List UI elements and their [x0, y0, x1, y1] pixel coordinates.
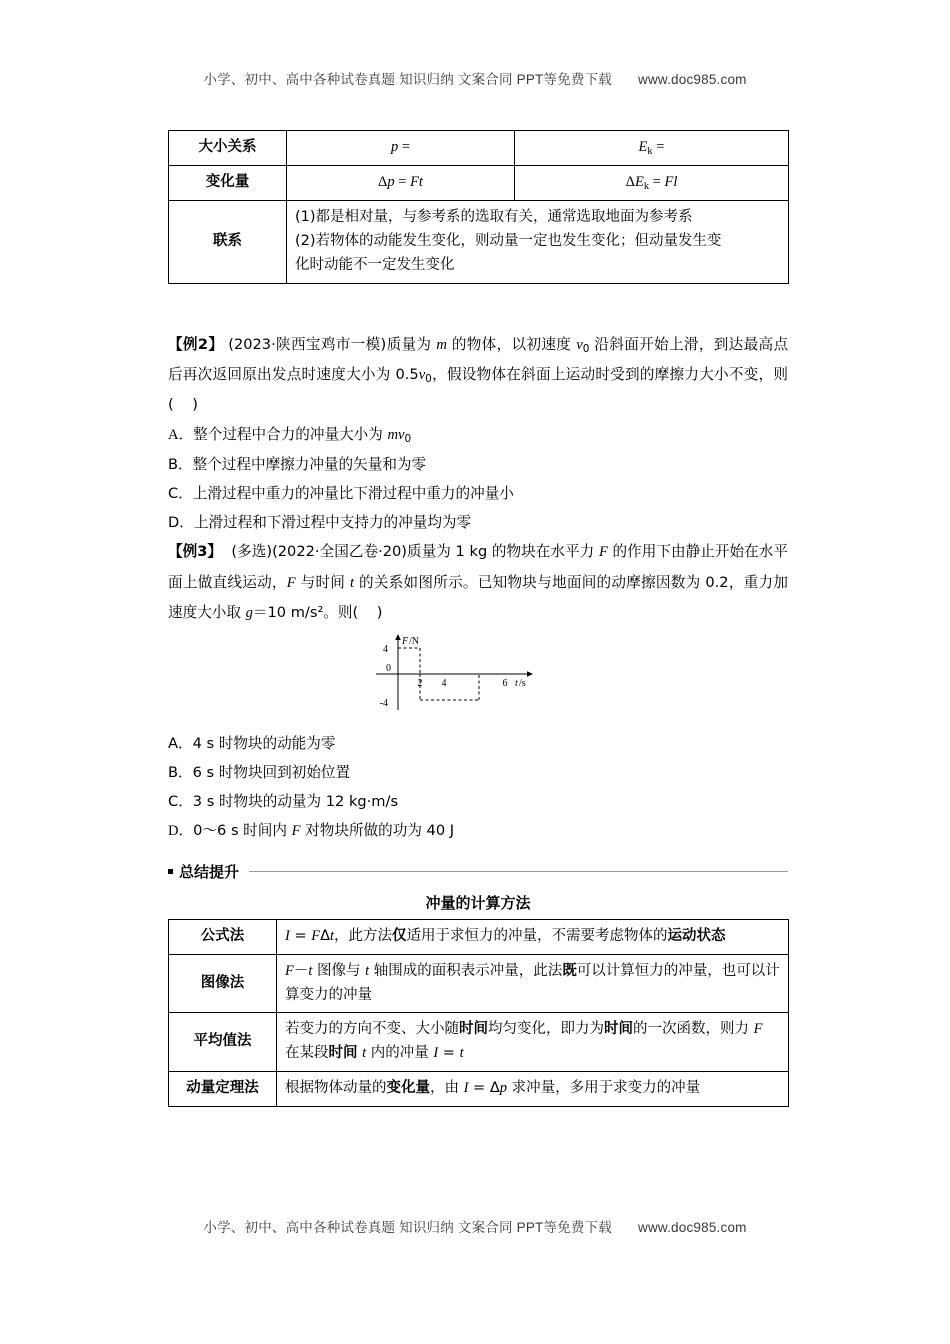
method-graph-label: 图像法 — [169, 954, 277, 1013]
page-header — [0, 68, 950, 88]
svg-text:4: 4 — [383, 643, 388, 655]
example-3-option-a: A．4 s 时物块的动能为零 — [168, 734, 336, 752]
method-graph-content: F－t 图像与 t 轴围成的面积表示冲量，此法既可以计算恒力的冲量，也可以计算变力的冲量 — [277, 954, 789, 1013]
header-text: 小学、初中、高中各种试卷真题 知识归纳 文案合同 PPT等免费下载 — [203, 72, 612, 87]
svg-text:0: 0 — [386, 662, 391, 674]
example-2-stem: 【例2】 (2023·陕西宝鸡市一模)质量为 m 的物体，以初速度 $v_0$ 沿斜面开始上滑，到达最高点后再次返回原出发点时速度大小为 $0.5v_0$，假设物体在斜面上运动时受到的摩擦力大小不变，则( ) — [168, 336, 789, 414]
example-3-source: (多选)(2022·全国乙卷·20) — [231, 543, 407, 561]
example-2-block — [168, 330, 788, 537]
summary-banner-title: 总结提升 — [179, 862, 240, 881]
example-2-option-d: D．上滑过程和下滑过程中支持力的冲量均为零 — [168, 514, 472, 532]
document-content — [168, 130, 788, 1107]
cell-kinetic-relation: $E_k$ = — [515, 131, 789, 166]
table-row — [169, 166, 789, 201]
table-row — [169, 1072, 789, 1107]
cell-momentum-change: Δp = Ft — [287, 166, 515, 201]
link-line-1: (1)都是相对量，与参考系的选取有关，通常选取地面为参考系 — [295, 209, 693, 226]
bullet-square-icon — [168, 869, 173, 874]
cell-momentum-relation: p = — [287, 131, 515, 166]
cell-kinetic-change: $\Delta E_k = Fl$ — [515, 166, 789, 201]
comparison-table — [168, 130, 789, 284]
table-row — [169, 954, 789, 1013]
summary-banner — [168, 861, 788, 882]
row-label-change: 变化量 — [169, 166, 287, 201]
cell-link-content — [287, 201, 789, 284]
example-3-label: 【例3】 — [168, 543, 223, 561]
row-label-link: 联系 — [169, 201, 287, 284]
example-2-option-c: C．上滑过程中重力的冲量比下滑过程中重力的冲量小 — [168, 484, 514, 502]
method-theorem-content: 根据物体动量的变化量，由 I = Δp 求冲量，多用于求变力的冲量 — [277, 1072, 789, 1107]
table-row — [169, 1013, 789, 1072]
example-3-option-b: B．6 s 时物块回到初始位置 — [168, 764, 351, 782]
svg-text:t: t — [515, 677, 518, 689]
example-3-option-d: D．0～6 s 时间内 F 对物块所做的功为 40 J — [168, 822, 455, 840]
example-2-label: 【例2】 — [168, 336, 224, 354]
svg-text:2: 2 — [417, 677, 423, 689]
svg-text:F: F — [402, 635, 409, 647]
svg-text:-4: -4 — [379, 697, 388, 709]
footer-url: www.doc985.com — [638, 1220, 747, 1235]
table-row — [169, 919, 789, 954]
header-url: www.doc985.com — [638, 72, 747, 87]
svg-text:/s: /s — [519, 677, 526, 689]
link-line-2: (2)若物体的动能发生变化，则动量一定也发生变化；但动量发生变 — [295, 233, 722, 250]
example-2-option-a: A．整个过程中合力的冲量大小为 $mv_0$ — [168, 425, 412, 445]
summary-table-title: 冲量的计算方法 — [425, 893, 531, 912]
method-average-label: 平均值法 — [169, 1013, 277, 1072]
example-3-stem: 【例3】 (多选)(2022·全国乙卷·20)质量为 1 kg 的物块在水平力 F 的作用下由静止开始在水平面上做直线运动，F 与时间 t 的关系如图所示。已知物块与地面间的动摩擦因数为 0.2，重力加速度大小取 g＝10 m/s²。则( ) — [168, 543, 789, 621]
method-average-content: 若变力的方向不变、大小随时间均匀变化，即力为时间的一次函数，则力 F 在某段时间 t 内的冲量 I = t — [277, 1013, 789, 1072]
ft-graph-figure — [168, 634, 788, 721]
page-footer — [0, 1216, 950, 1236]
svg-text:/N: /N — [409, 635, 419, 647]
footer-text: 小学、初中、高中各种试卷真题 知识归纳 文案合同 PPT等免费下载 — [203, 1220, 612, 1235]
svg-text:6: 6 — [502, 677, 508, 689]
example-3-option-c: C．3 s 时物块的动量为 12 kg·m/s — [168, 793, 399, 811]
link-line-3: 化时动能不一定发生变化 — [295, 257, 455, 274]
table-row — [169, 201, 789, 284]
table-row — [169, 131, 789, 166]
method-formula-label: 公式法 — [169, 919, 277, 954]
impulse-methods-table — [168, 919, 789, 1108]
ft-graph-svg — [358, 634, 598, 716]
method-formula-content: I = FΔt，此方法仅适用于求恒力的冲量，不需要考虑物体的运动状态 — [277, 919, 789, 954]
example-2-source: (2023·陕西宝鸡市一模) — [228, 336, 387, 354]
method-theorem-label: 动量定理法 — [169, 1072, 277, 1107]
svg-text:4: 4 — [441, 677, 447, 689]
banner-rule — [249, 871, 788, 872]
example-3-block — [168, 537, 788, 846]
example-2-option-b: B．整个过程中摩擦力冲量的矢量和为零 — [168, 455, 427, 473]
row-label-magnitude: 大小关系 — [169, 131, 287, 166]
